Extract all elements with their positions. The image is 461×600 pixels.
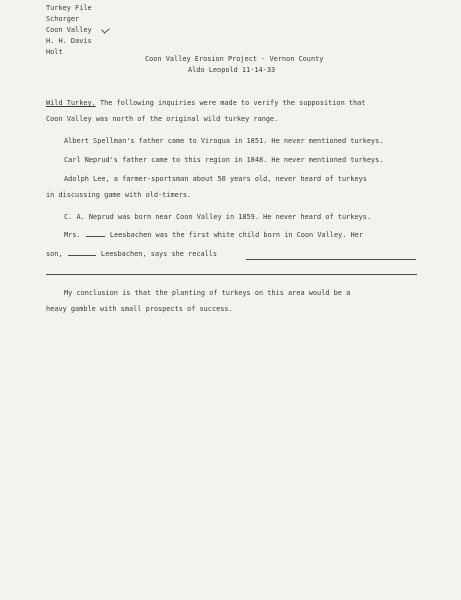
routing-item: Holt <box>46 48 63 56</box>
son-prefix: son, <box>46 250 63 258</box>
paragraph-son-line <box>46 251 217 258</box>
son-text: Leesbachen, says she recalls <box>100 250 218 258</box>
routing-item: Coon Valley <box>46 26 92 34</box>
intro-paragraph-line: Coon Valley was north of the original wild turkey range. <box>46 115 279 123</box>
blank-line <box>246 259 416 260</box>
routing-item: Schorger <box>46 15 80 23</box>
paragraph-lee-line: Adolph Lee, a farmer-sportsman about 50 years old, never heard of turkeys <box>64 175 367 183</box>
document-title: Coon Valley Erosion Project - Vernon County <box>145 55 324 63</box>
blank-line <box>46 274 417 275</box>
document-byline: Aldo Leopold 11-14-33 <box>188 66 276 74</box>
blank-line <box>86 235 105 237</box>
paragraph-lee-line: in discussing game with old-timers. <box>46 191 192 199</box>
mrs-text: Leesbachen was the first white child born in Coon Valley. Her <box>109 231 363 239</box>
intro-text: The following inquiries were made to verify the supposition that <box>99 99 366 107</box>
section-heading: Wild Turkey. <box>46 99 96 107</box>
routing-item: H. H. Davis <box>46 37 92 45</box>
paragraph-neprud: Carl Neprud's father came to this region in 1848. He never mentioned turkeys. <box>64 156 384 164</box>
intro-paragraph-line <box>46 100 365 107</box>
routing-item: Turkey File <box>46 4 92 12</box>
checkmark-icon <box>101 25 110 33</box>
blank-line <box>68 254 96 256</box>
paragraph-spellman: Albert Spellman's father came to Viroqua in 1851. He never mentioned turkeys. <box>64 137 384 145</box>
paragraph-c-neprud: C. A. Neprud was born near Coon Valley in 1859. He never heard of turkeys. <box>64 213 371 221</box>
mrs-prefix: Mrs. <box>64 231 81 239</box>
conclusion-line: heavy gamble with small prospects of success. <box>46 305 233 313</box>
conclusion-line: My conclusion is that the planting of turkeys on this area would be a <box>64 289 351 297</box>
paragraph-mrs-line <box>64 232 363 239</box>
